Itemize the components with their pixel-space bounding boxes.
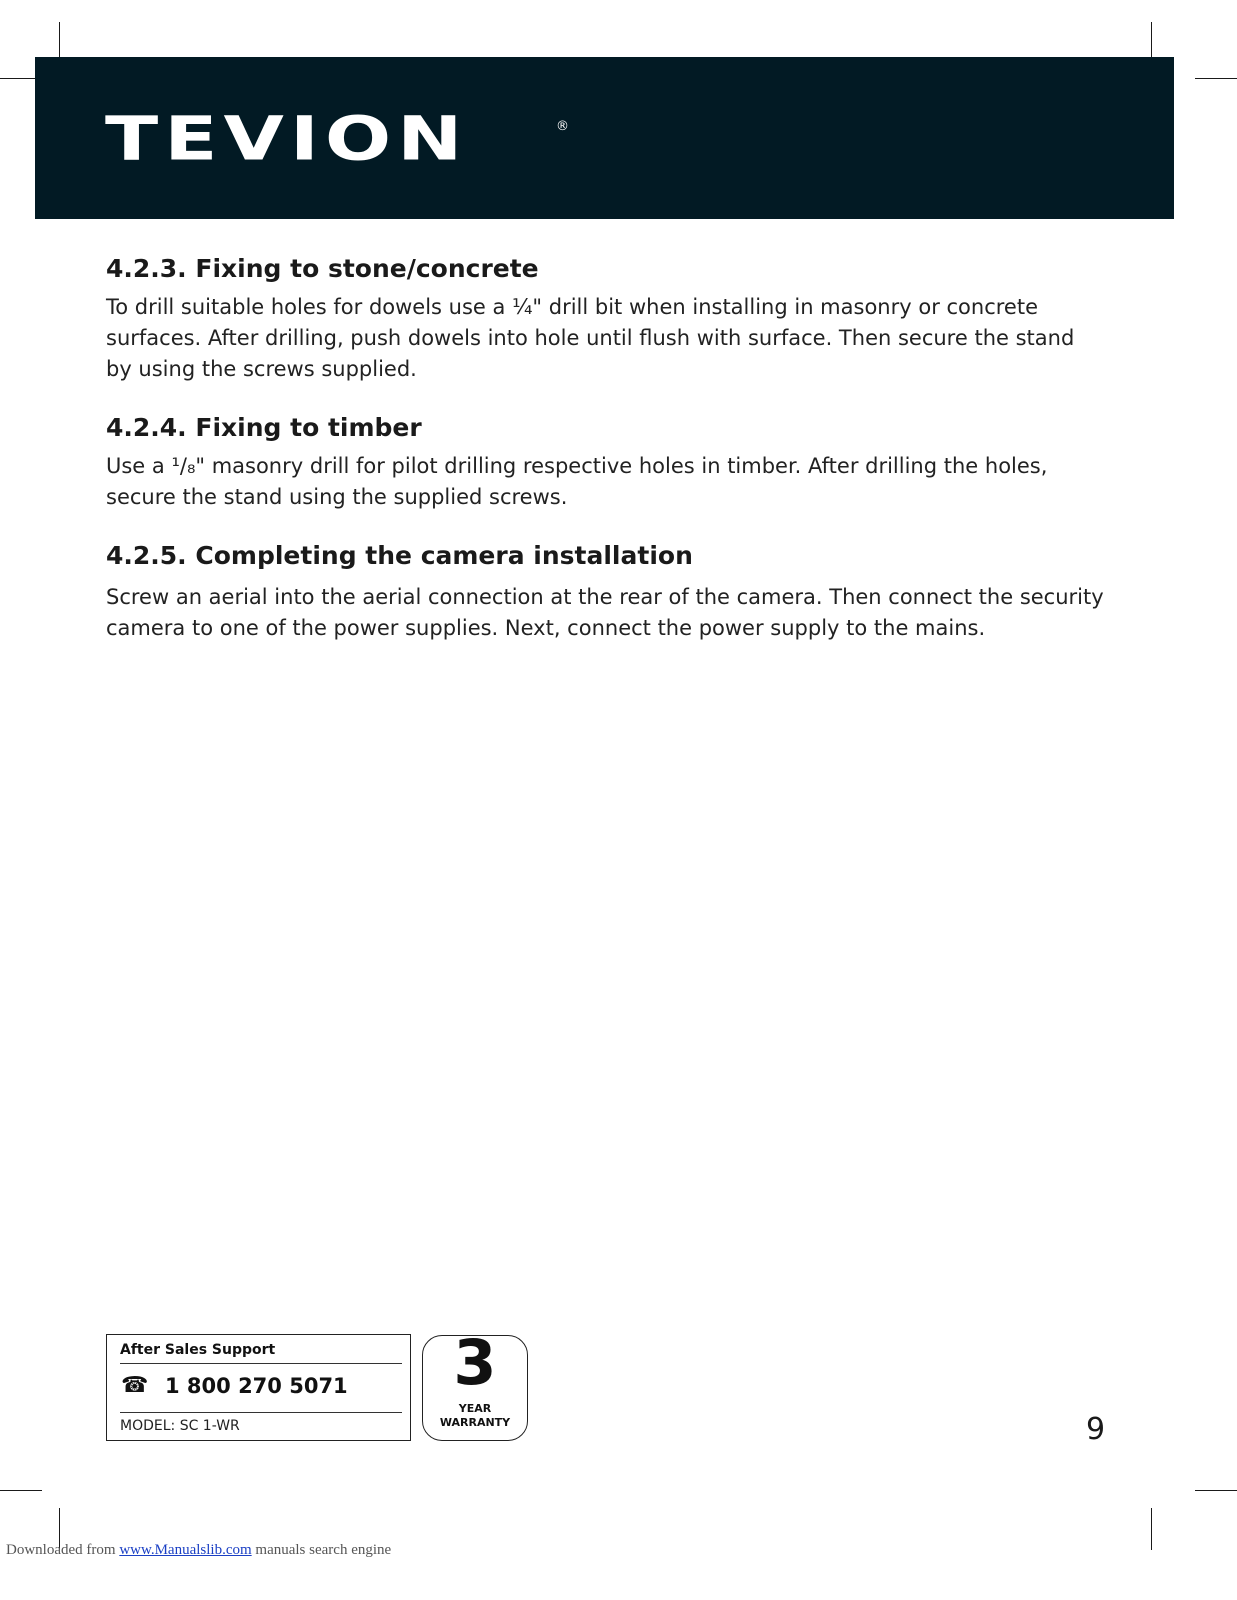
warranty-year-label: YEAR [458, 1402, 492, 1415]
main-content [106, 252, 1106, 670]
warranty-label: WARRANTY [439, 1416, 511, 1429]
support-title: After Sales Support [120, 1342, 276, 1358]
registered-mark: ® [556, 119, 569, 134]
model-number: MODEL: SC 1-WR [120, 1418, 240, 1434]
divider [120, 1412, 402, 1413]
section-heading: 4.2.4. Fixing to timber [106, 412, 422, 442]
page-number: 9 [1086, 1412, 1106, 1447]
section-heading: 4.2.5. Completing the camera installation [106, 540, 693, 570]
download-footer [6, 1542, 391, 1559]
section-body: To drill suitable holes for dowels use a ¼" drill bit when installing in masonry or concrete surfaces. After drilling, push dowels into hole until flush with surface. Then secure the stand by using the screws supplied. [106, 294, 1075, 381]
crop-mark [1151, 1508, 1152, 1550]
crop-mark [0, 1490, 42, 1491]
section-body: Screw an aerial into the aerial connection at the rear of the camera. Then connect the security camera to one of the power supplies. Next, connect the power supply to the mains. [106, 585, 1104, 641]
section-heading: 4.2.3. Fixing to stone/concrete [106, 254, 539, 283]
warranty-years: 3 [453, 1326, 497, 1399]
section-timber [106, 411, 1106, 513]
header-bar [35, 57, 1174, 219]
footer-suffix: manuals search engine [251, 1542, 392, 1558]
support-phone-number: 1 800 270 5071 [165, 1374, 348, 1398]
section-stone-concrete [106, 252, 1106, 385]
footer-prefix: Downloaded from [6, 1542, 120, 1558]
warranty-badge [422, 1326, 528, 1441]
telephone-icon: ☎ [121, 1373, 149, 1398]
crop-mark [1195, 78, 1237, 79]
section-body: Use a ¹/₈" masonry drill for pilot drilling respective holes in timber. After drilling the holes, secure the stand using the supplied screws. [106, 453, 1048, 509]
section-camera-installation [106, 539, 1106, 645]
divider [120, 1363, 402, 1364]
after-sales-support-box [106, 1334, 411, 1441]
crop-mark [1195, 1490, 1237, 1491]
brand-logo: TEVION [105, 104, 469, 175]
manualslib-link[interactable]: www.Manualslib.com [119, 1542, 252, 1558]
